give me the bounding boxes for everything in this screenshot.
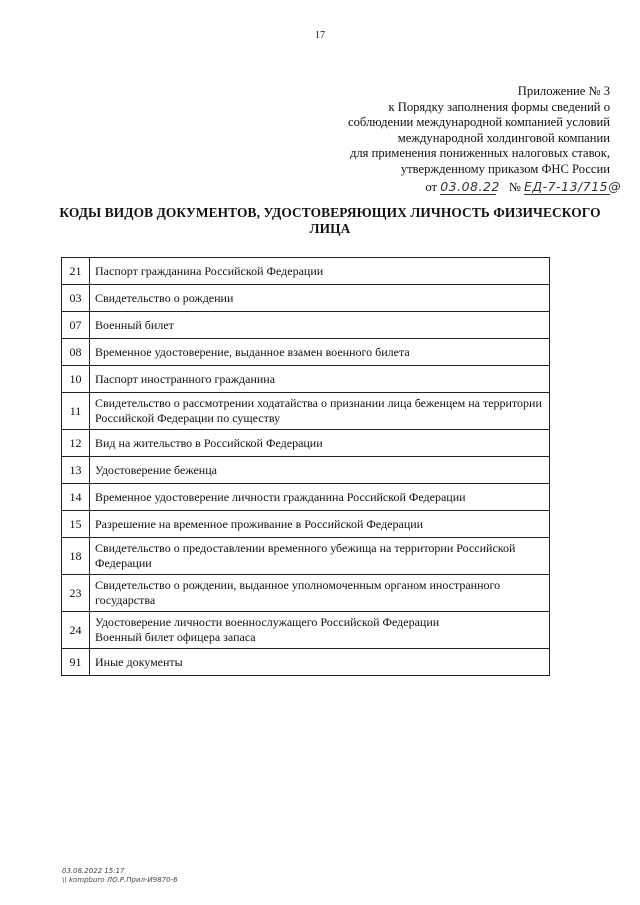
code-cell: 07 bbox=[62, 312, 90, 339]
name-cell: Свидетельство о предоставлении временного убежища на территории Российской Федерации bbox=[90, 538, 550, 575]
name-line: Удостоверение личности военнослужащего Российской Федерации bbox=[95, 615, 440, 629]
order-date-number-line bbox=[310, 178, 622, 196]
name-cell: Паспорт иностранного гражданина bbox=[90, 366, 550, 393]
number-prefix: № bbox=[508, 179, 521, 194]
table-row bbox=[62, 612, 550, 649]
appendix-text-line: к Порядку заполнения формы сведений о bbox=[388, 99, 610, 114]
table-row bbox=[62, 430, 550, 457]
name-cell: Иные документы bbox=[90, 649, 550, 676]
table-row bbox=[62, 285, 550, 312]
footer-file-path: \\ kompburo ЛО.Р.Прил-И9870-6 bbox=[62, 876, 178, 884]
table-row bbox=[62, 393, 550, 430]
table-row bbox=[62, 366, 550, 393]
table-row bbox=[62, 511, 550, 538]
date-prefix: от bbox=[425, 179, 438, 194]
name-cell: Свидетельство о рождении, выданное уполномоченным органом иностранного государства bbox=[90, 575, 550, 612]
table-row bbox=[62, 649, 550, 676]
appendix-text-line: для применения пониженных налоговых ставок, bbox=[349, 146, 610, 161]
name-line: Военный билет офицера запаса bbox=[95, 630, 256, 644]
table-row bbox=[62, 258, 550, 285]
name-cell: Временное удостоверение личности гражданина Российской Федерации bbox=[90, 484, 550, 511]
name-cell bbox=[90, 612, 550, 649]
code-cell: 91 bbox=[62, 649, 90, 676]
appendix-text-line: утвержденному приказом ФНС России bbox=[400, 161, 610, 176]
document-codes-table bbox=[61, 257, 550, 676]
footer-timestamp: 03.08.2022 15:17 bbox=[62, 867, 125, 875]
table-row bbox=[62, 457, 550, 484]
document-footer bbox=[62, 867, 178, 885]
name-cell: Паспорт гражданина Российской Федерации bbox=[90, 258, 550, 285]
code-cell: 18 bbox=[62, 538, 90, 575]
code-cell: 03 bbox=[62, 285, 90, 312]
table-row bbox=[62, 538, 550, 575]
page-number: 17 bbox=[315, 30, 325, 41]
code-cell: 11 bbox=[62, 393, 90, 430]
table-row bbox=[62, 575, 550, 612]
handwritten-order-date: 03.08.22 bbox=[440, 178, 500, 194]
code-cell: 14 bbox=[62, 484, 90, 511]
name-cell: Удостоверение беженца bbox=[90, 457, 550, 484]
code-cell: 24 bbox=[62, 612, 90, 649]
document-title bbox=[40, 205, 620, 237]
code-cell: 23 bbox=[62, 575, 90, 612]
code-cell: 13 bbox=[62, 457, 90, 484]
appendix-number: Приложение № 3 bbox=[517, 84, 610, 98]
table-row bbox=[62, 484, 550, 511]
name-cell: Свидетельство о рождении bbox=[90, 285, 550, 312]
table-row bbox=[62, 339, 550, 366]
title-line: ЛИЦА bbox=[309, 221, 351, 236]
name-cell: Разрешение на временное проживание в Российской Федерации bbox=[90, 511, 550, 538]
name-cell: Свидетельство о рассмотрении ходатайства о признании лица беженцем на территории Российской Федерации по существу bbox=[90, 393, 550, 430]
title-line: КОДЫ ВИДОВ ДОКУМЕНТОВ, УДОСТОВЕРЯЮЩИХ ЛИЧНОСТЬ ФИЗИЧЕСКОГО bbox=[59, 205, 601, 220]
appendix-text-line: соблюдении международной компанией условий bbox=[348, 115, 610, 130]
name-cell: Военный билет bbox=[90, 312, 550, 339]
code-cell: 15 bbox=[62, 511, 90, 538]
appendix-text-line: международной холдинговой компании bbox=[397, 130, 610, 145]
handwritten-order-number: ЕД-7-13/715@ bbox=[524, 178, 622, 194]
appendix-header bbox=[310, 84, 622, 195]
code-cell: 10 bbox=[62, 366, 90, 393]
table-row bbox=[62, 312, 550, 339]
code-cell: 12 bbox=[62, 430, 90, 457]
name-cell: Вид на жительство в Российской Федерации bbox=[90, 430, 550, 457]
code-cell: 21 bbox=[62, 258, 90, 285]
name-cell: Временное удостоверение, выданное взамен военного билета bbox=[90, 339, 550, 366]
code-cell: 08 bbox=[62, 339, 90, 366]
